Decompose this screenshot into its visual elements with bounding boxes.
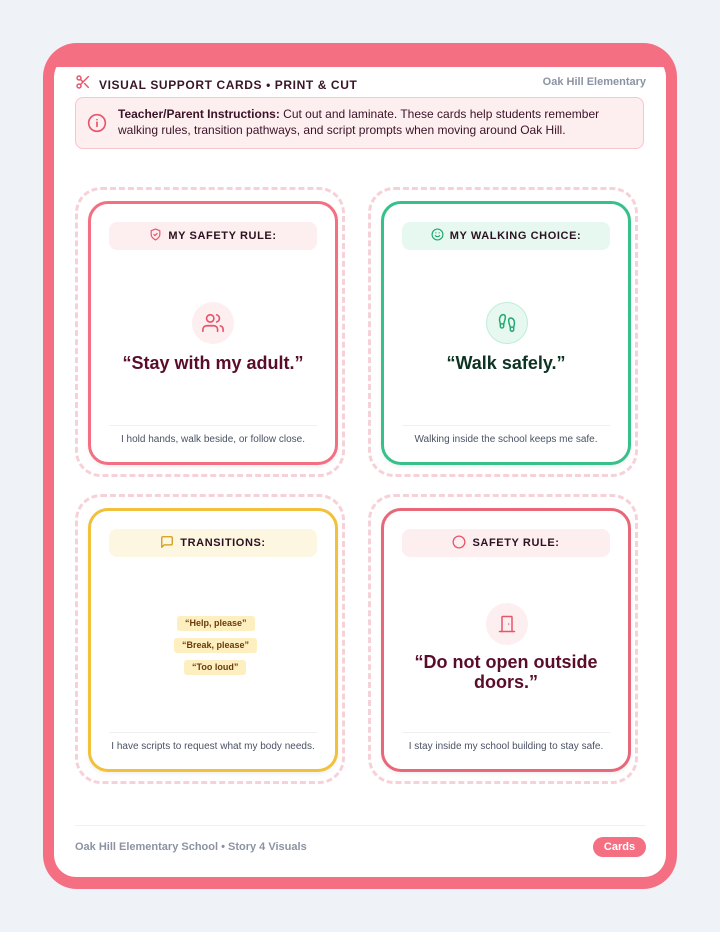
sheet-header <box>75 74 646 92</box>
card-quote: “Walk safely.” <box>446 353 566 373</box>
shield-icon <box>149 228 162 244</box>
script-chip: “Too loud” <box>184 660 246 675</box>
card-safety-rule-doors <box>381 508 631 772</box>
instructions-body: Cut out and laminate. These cards help students remember walking rules, transition pathways, and script prompts when moving around Oak Hill. <box>118 107 600 137</box>
card-divider <box>402 425 610 426</box>
card-divider <box>109 732 317 733</box>
card-heading <box>109 222 317 250</box>
instructions-banner <box>75 97 644 149</box>
card-caption: I stay inside my school building to stay safe. <box>408 741 604 752</box>
card-heading-label: MY SAFETY RULE: <box>168 230 277 242</box>
footer-text: Oak Hill Elementary School • Story 4 Visuals <box>75 841 307 853</box>
card-quote: “Stay with my adult.” <box>122 353 304 373</box>
instructions-text <box>118 106 638 138</box>
footprints-icon <box>486 302 528 344</box>
sheet-top-border <box>54 55 666 67</box>
info-icon <box>87 113 107 138</box>
header-title: VISUAL SUPPORT CARDS • PRINT & CUT <box>99 77 358 92</box>
card-heading-label: MY WALKING CHOICE: <box>449 230 582 242</box>
speech-bubble-icon <box>160 535 174 552</box>
card-divider <box>109 425 317 426</box>
footer-divider <box>75 825 646 826</box>
card-divider <box>402 732 610 733</box>
door-icon <box>486 603 528 645</box>
card-transitions <box>88 508 338 772</box>
scissors-icon <box>75 74 91 95</box>
header-left <box>75 74 357 95</box>
card-heading <box>402 529 610 557</box>
card-heading-label: TRANSITIONS: <box>180 537 266 549</box>
card-walking-choice <box>381 201 631 465</box>
cards-badge: Cards <box>593 837 646 857</box>
card-caption: I hold hands, walk beside, or follow close. <box>121 434 305 445</box>
instructions-label: Teacher/Parent Instructions: <box>118 107 280 121</box>
card-caption: Walking inside the school keeps me safe. <box>414 434 598 445</box>
script-chip: “Help, please” <box>177 616 255 631</box>
people-icon <box>192 302 234 344</box>
smile-icon <box>431 228 444 244</box>
card-heading <box>402 222 610 250</box>
card-caption: I have scripts to request what my body needs. <box>111 741 315 752</box>
card-quote: “Do not open outside doors.” <box>414 652 598 692</box>
stop-circle-icon <box>452 535 466 552</box>
script-chip: “Break, please” <box>174 638 257 653</box>
card-heading <box>109 529 317 557</box>
card-safety-rule-adult <box>88 201 338 465</box>
card-heading-label: SAFETY RULE: <box>472 537 560 549</box>
school-name: Oak Hill Elementary <box>542 76 646 88</box>
